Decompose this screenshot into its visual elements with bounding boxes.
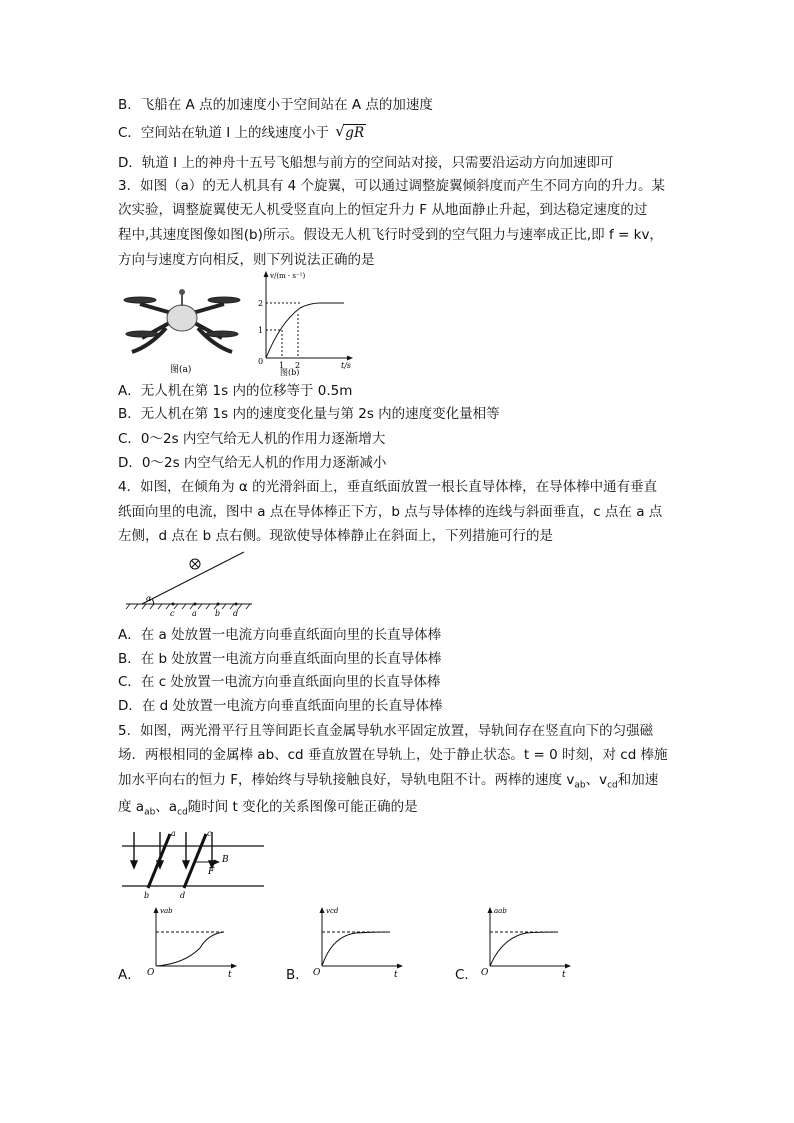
q3-stem-line1: 3．如图（a）的无人机具有 4 个旋翼，可以通过调整旋翼倾斜度而产生不同方向的升力。某 bbox=[118, 178, 666, 194]
q3-stem-line4: 方向与速度方向相反，则下列说法正确的是 bbox=[118, 252, 375, 268]
rail-label-a: a bbox=[171, 829, 176, 838]
sqrt-gR: √ gR bbox=[335, 122, 365, 141]
field-label-B: B bbox=[222, 855, 229, 865]
q5-stem-line3: 加水平向右的恒力 F，棒始终与导轨接触良好，导轨电阻不计。两棒的速度 $v_{ab}$、$v_{cd}$和加速 bbox=[118, 772, 659, 791]
fig-b-xtick-2: 2 bbox=[295, 361, 301, 370]
q2-option-c bbox=[118, 124, 366, 142]
q5-stem-line1: 5．如图，两光滑平行且等间距长直金属导轨水平固定放置，导轨间存在竖直向下的匀强磁 bbox=[118, 723, 654, 739]
q2-option-d: D．轨道 I 上的神舟十五号飞船想与前方的空间站对接，只需要沿运动方向加速即可 bbox=[118, 155, 614, 171]
graph-b-ylabel: vcd bbox=[326, 907, 339, 915]
graph-a-ylabel: vab bbox=[160, 907, 173, 915]
q3-option-a: A．无人机在第 1s 内的位移等于 0.5m bbox=[118, 383, 353, 399]
rails-figure bbox=[118, 824, 268, 900]
q5-option-a-letter: A． bbox=[118, 967, 141, 983]
fig-b-caption: 图(b) bbox=[280, 368, 300, 376]
graph-b-xlabel: t bbox=[394, 970, 398, 980]
point-d-label: d bbox=[233, 609, 239, 618]
fig-b-xtick-1: 1 bbox=[279, 361, 285, 370]
q4-stem-line1: 4．如图，在倾角为 α 的光滑斜面上，垂直纸面放置一根长直导体棒，在导体棒中通有垂直 bbox=[118, 479, 658, 495]
q3-option-c: C．0～2s 内空气给无人机的作用力逐渐增大 bbox=[118, 431, 386, 447]
graph-option-b bbox=[312, 904, 408, 980]
fig-b-ytick-2: 2 bbox=[258, 299, 264, 308]
force-label-F: F bbox=[208, 867, 215, 877]
q3-option-d: D．0～2s 内空气给无人机的作用力逐渐减小 bbox=[118, 455, 387, 471]
q4-stem-line3: 左侧，d 点在 b 点右侧。现欲使导体棒静止在斜面上，下列措施可行的是 bbox=[118, 528, 554, 544]
graph-c-xlabel: t bbox=[562, 970, 566, 980]
rail-label-d: d bbox=[180, 891, 186, 900]
fig-a-caption: 图(a) bbox=[170, 365, 192, 375]
alpha-label: α bbox=[146, 594, 152, 603]
graph-option-c bbox=[480, 904, 576, 980]
point-a-label: a bbox=[192, 609, 197, 618]
q5-stem-line2: 场．两根相同的金属棒 ab、cd 垂直放置在导轨上，处于静止状态。t = 0 时刻，对 cd 棒施 bbox=[118, 747, 668, 763]
q4-option-c: C．在 c 处放置一电流方向垂直纸面向里的长直导体棒 bbox=[118, 674, 441, 690]
graph-c-ylabel: aab bbox=[494, 907, 507, 915]
drone-figure bbox=[122, 276, 242, 376]
q5-option-c-letter: C． bbox=[455, 967, 478, 983]
fig-b-ylabel: v/(m · s⁻¹) bbox=[270, 272, 306, 280]
q4-option-b: B．在 b 处放置一电流方向垂直纸面向里的长直导体棒 bbox=[118, 651, 442, 667]
graph-a-xlabel: t bbox=[228, 970, 232, 980]
q4-option-d: D．在 d 处放置一电流方向垂直纸面向里的长直导体棒 bbox=[118, 698, 443, 714]
incline-figure bbox=[120, 548, 260, 618]
rail-label-b: b bbox=[144, 891, 150, 900]
q3-option-b: B．无人机在第 1s 内的速度变化量与第 2s 内的速度变化量相等 bbox=[118, 406, 500, 422]
q4-stem-line2: 纸面向里的电流，图中 a 点在导体棒正下方，b 点与导体棒的连线与斜面垂直，c 点在 a 点 bbox=[118, 504, 663, 520]
fig-b-ytick-1: 1 bbox=[258, 326, 264, 335]
graph-option-a bbox=[146, 904, 242, 980]
graph-c-origin: O bbox=[481, 968, 489, 978]
point-b-label: b bbox=[215, 609, 221, 618]
fig-b-xlabel: t/s bbox=[341, 361, 352, 370]
graph-b-origin: O bbox=[313, 968, 321, 978]
graph-a-origin: O bbox=[147, 968, 155, 978]
q4-option-a: A．在 a 处放置一电流方向垂直纸面向里的长直导体棒 bbox=[118, 627, 442, 643]
fig-b-origin: 0 bbox=[258, 357, 264, 366]
q3-stem-line2: 次实验，调整旋翼使无人机受竖直向上的恒定升力 F 从地面静止升起，到达稳定速度的过 bbox=[118, 202, 648, 218]
q5-option-b-letter: B． bbox=[286, 967, 309, 983]
q2-option-c-text: C．空间站在轨道 I 上的线速度小于 bbox=[118, 125, 329, 141]
q5-stem-line4: 度 $a_{ab}$、$a_{cd}$随时间 t 变化的关系图像可能正确的是 bbox=[118, 799, 418, 818]
q2-option-b: B．飞船在 A 点的加速度小于空间站在 A 点的加速度 bbox=[118, 97, 433, 113]
velocity-time-graph bbox=[250, 268, 360, 376]
point-c-label: c bbox=[170, 609, 175, 618]
rail-label-c: c bbox=[207, 829, 212, 838]
q3-stem-line3: 程中,其速度图像如图(b)所示。假设无人机飞行时受到的空气阻力与速率成正比,即 f = kv， bbox=[118, 227, 663, 243]
